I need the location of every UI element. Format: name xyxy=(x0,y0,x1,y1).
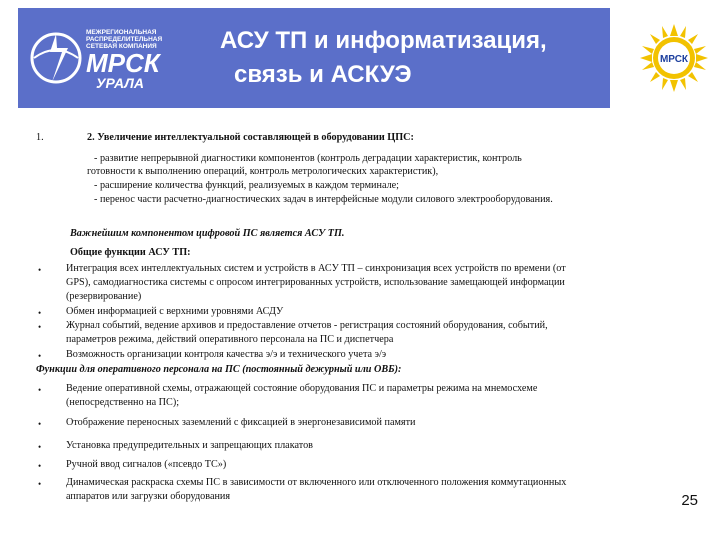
personnel-item-5-line-2: аппаратов или загрузки оборудования xyxy=(66,491,231,502)
personnel-item-4: Ручной ввод сигналов («псевдо ТС») xyxy=(66,459,227,470)
title-line-1: АСУ ТП и информатизация, xyxy=(220,27,547,54)
bullet-icon: • xyxy=(38,461,42,471)
bullet-icon: • xyxy=(38,442,42,452)
general-item-3-line-2: параметров режима, действий оперативного персонала на ПС и диспетчера xyxy=(66,334,394,345)
section-line-4: - перенос части расчетно-диагностических задач в интерфейсные модули силового электрооборудования. xyxy=(94,194,553,205)
bullet-icon: • xyxy=(38,308,42,318)
bullet-icon: • xyxy=(38,419,42,429)
title-line-2: связь и АСКУЭ xyxy=(234,61,412,88)
bullet-icon: • xyxy=(38,265,42,275)
general-item-3-line-1: Журнал событий, ведение архивов и предоставление отчетов - регистрация состояний оборудования, событий, xyxy=(66,320,548,331)
logo-line-2: РАСПРЕДЕЛИТЕЛЬНАЯ xyxy=(86,36,163,43)
bullet-icon: • xyxy=(38,322,42,332)
section-line-2: готовности к выполнению операций, контроль метрологических характеристик), xyxy=(87,166,439,177)
bullet-icon: • xyxy=(38,479,42,489)
general-functions-title: Общие функции АСУ ТП: xyxy=(70,247,191,258)
right-logo-text: МРСК xyxy=(659,54,689,65)
logo-sub-text: УРАЛА xyxy=(96,75,144,91)
general-item-1-line-2: GPS), самодиагностика системы с опросом интегрированных устройств, использование замещающей информации xyxy=(66,277,565,288)
bullet-icon: • xyxy=(38,385,42,395)
general-item-2: Обмен информацией с верхними уровнями АСДУ xyxy=(66,306,284,317)
bullet-icon: • xyxy=(38,351,42,361)
personnel-item-2: Отображение переносных заземлений с фиксацией в энергонезависимой памяти xyxy=(66,417,416,428)
logo-main-text: МРСК xyxy=(86,48,160,78)
section-heading: 2. Увеличение интеллектуальной составляющей в оборудовании ЦПС: xyxy=(87,132,414,143)
personnel-item-5-line-1: Динамическая раскраска схемы ПС в зависимости от включенного или отключенного положения коммутационных xyxy=(66,477,567,488)
section-number: 1. xyxy=(36,132,44,143)
general-item-1-line-1: Интеграция всех интеллектуальных систем и устройств в АСУ ТП – синхронизация всех устройств по времени (от xyxy=(66,263,566,274)
section-line-1: - развитие непрерывной диагностики компонентов (контроль деградации характеристик, контроль xyxy=(94,153,522,164)
section-line-3: - расширение количества функций, реализуемых в каждом терминале; xyxy=(94,180,400,191)
general-item-4: Возможность организации контроля качества э/э и технического учета э/э xyxy=(66,349,387,360)
general-item-1-line-3: (резервирование) xyxy=(66,291,142,302)
logo-line-3: СЕТЕВАЯ КОМПАНИЯ xyxy=(86,43,157,50)
logo-line-1: МЕЖРЕГИОНАЛЬНАЯ xyxy=(86,29,157,36)
personnel-item-1-line-2: (непосредственно на ПС); xyxy=(66,397,180,408)
personnel-item-3: Установка предупредительных и запрещающих плакатов xyxy=(66,440,313,451)
important-statement: Важнейшим компонентом цифровой ПС является АСУ ТП. xyxy=(70,228,345,239)
personnel-item-1-line-1: Ведение оперативной схемы, отражающей состояние оборудования ПС и параметры режима на мнемосхеме xyxy=(66,383,538,394)
page-number: 25 xyxy=(681,492,698,509)
personnel-functions-title: Функции для оперативного персонала на ПС (постоянный дежурный или ОВБ): xyxy=(36,364,402,375)
